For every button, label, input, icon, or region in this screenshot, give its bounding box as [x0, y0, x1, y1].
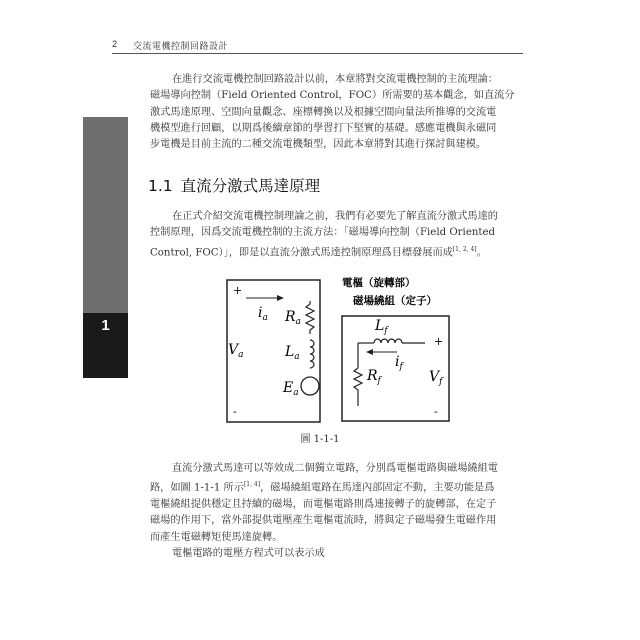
- ea-source: [301, 377, 319, 395]
- body-paragraph: [150, 461, 510, 562]
- label-lf: $L_f$: [375, 318, 388, 336]
- chapter-tab-label: CHAPTER: [180, 290, 197, 374]
- ia-arrow-head: [277, 295, 284, 301]
- section-number: 1.1: [148, 177, 173, 195]
- citation: [1, 4]: [243, 481, 261, 489]
- chapter-number: 1: [101, 317, 110, 334]
- label-ia: $i_a$: [258, 305, 268, 323]
- armature-minus: -: [233, 405, 237, 418]
- figure-caption: 圖 1-1-1: [300, 434, 340, 445]
- label-va: $V_a$: [228, 342, 244, 360]
- body-line: 電樞電路的電壓方程式可以表示成: [172, 547, 325, 559]
- label-vf: $V_f$: [429, 369, 443, 387]
- body-line-text: ，磁場繞組電路在馬達內部固定不動，主要功能是爲: [260, 482, 495, 494]
- section-line-end: 。: [476, 246, 487, 258]
- if-arrow-head: [366, 349, 373, 355]
- section-line-text: Control, FOC）」，即是以直流分激式馬達控制原理爲目標發展而成: [150, 246, 453, 258]
- intro-line: 激式馬達原理、空間向量觀念、座標轉換以及根據空間向量法所推導的交流電: [150, 106, 497, 118]
- intro-line: 磁場導向控制（Field Oriented Control，FOC）所需要的基本觀念，如直流分: [150, 90, 515, 102]
- label-armature: 電樞（旋轉部）: [342, 277, 416, 289]
- intro-line: 機模型進行回顧，以期爲後續章節的學習打下堅實的基礎。感應電機與永磁同: [150, 122, 497, 134]
- field-plus: +: [434, 335, 444, 348]
- rf-resistor: [354, 368, 362, 406]
- citation: [1, 2, 4]: [452, 245, 477, 253]
- label-la: $L_a$: [285, 344, 300, 362]
- section-line: 控制原理，因爲交流電機控制的主流方法：「磁場導向控制（Field Oriented: [150, 227, 496, 239]
- ra-resistor: [306, 301, 314, 334]
- field-minus: -: [434, 405, 438, 418]
- label-rf: $R_f$: [367, 368, 381, 386]
- armature-plus: +: [233, 284, 243, 297]
- running-title: 交流電機控制回路設計: [133, 42, 229, 52]
- lf-inductor: [374, 339, 402, 343]
- body-line: [150, 477, 510, 497]
- intro-line: 步電機是目前主流的二種交流電機類型，因此本章將對其進行探討與建模。: [150, 139, 487, 151]
- page-number: 2: [112, 39, 118, 49]
- label-field: 磁場繞組（定子）: [353, 295, 437, 307]
- body-line: 而產生電磁轉矩使馬達旋轉。: [150, 531, 283, 543]
- la-inductor: [310, 340, 314, 368]
- body-line: 直流分激式馬達可以等效成二個獨立電路，分別爲電樞電路與磁場繞組電: [172, 463, 498, 474]
- section-title: 直流分激式馬達原理: [180, 177, 321, 195]
- label-ra: $R_a$: [285, 309, 301, 327]
- label-if: $i_f$: [395, 354, 403, 372]
- section-line: 在正式介紹交流電機控制理論之前，我們有必要先了解直流分激式馬達的: [172, 211, 498, 222]
- label-ea: $E_a$: [283, 380, 299, 398]
- body-line: 磁場的作用下，當外部提供電壓產生電樞電流時，將與定子磁場發生電磁作用: [150, 515, 497, 527]
- body-line-text: 路，如圖 1-1-1 所示: [150, 482, 244, 494]
- body-line: 電樞繞組提供穩定且持續的磁場，而電樞電路則爲連接轉子的旋轉部，在定子: [150, 498, 497, 510]
- intro-line: 在進行交流電機控制回路設計以前，本章將對交流電機控制的主流理論：: [172, 74, 498, 85]
